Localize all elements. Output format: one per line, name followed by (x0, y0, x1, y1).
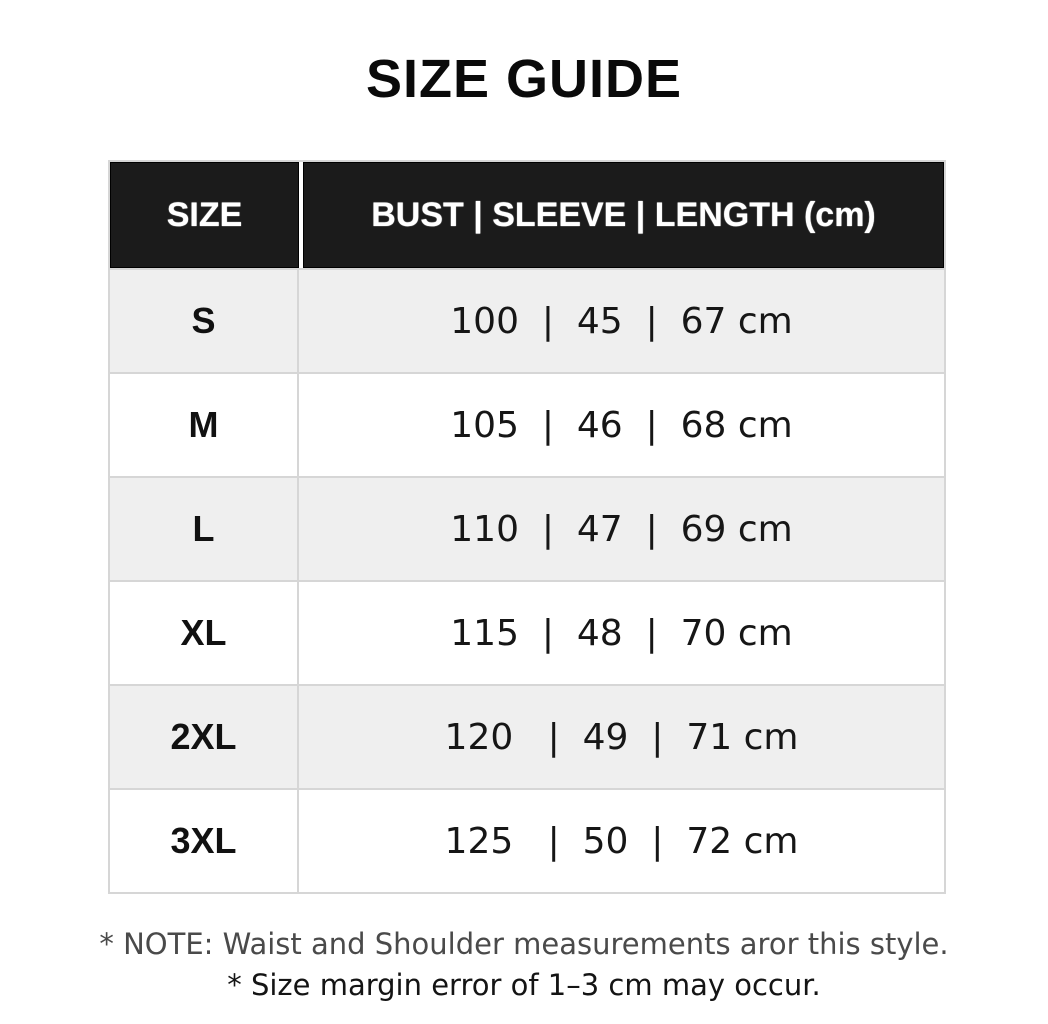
measurements-cell: 100 | 45 | 67 cm (450, 300, 793, 342)
table-row (110, 372, 944, 476)
table-row (110, 580, 944, 684)
size-cell: L (110, 478, 299, 580)
table-row (110, 788, 944, 892)
measurements-cell: 120 | 49 | 71 cm (444, 716, 799, 758)
size-cell: XL (110, 582, 299, 684)
table-row (110, 268, 944, 372)
note-margin-error: * Size margin error of 1–3 cm may occur. (227, 968, 821, 1002)
table-row (110, 684, 944, 788)
size-cell: 3XL (110, 790, 299, 892)
measurements-cell: 115 | 48 | 70 cm (450, 612, 793, 654)
size-column-header: SIZE (110, 162, 299, 268)
note-measurements: * NOTE: Waist and Shoulder measurements aror this style. (99, 927, 949, 961)
page-title: SIZE GUIDE (365, 49, 683, 109)
table-row (110, 476, 944, 580)
size-cell: 2XL (110, 686, 299, 788)
measurements-cell: 125 | 50 | 72 cm (444, 820, 799, 862)
measurements-cell: 110 | 47 | 69 cm (450, 508, 793, 550)
size-cell: M (110, 374, 299, 476)
size-guide-table (108, 160, 946, 894)
table-header-row (110, 162, 944, 268)
size-cell: S (110, 270, 299, 372)
measurements-column-header: BUST | SLEEVE | LENGTH (cm) (303, 162, 944, 268)
measurements-cell: 105 | 46 | 68 cm (450, 404, 793, 446)
